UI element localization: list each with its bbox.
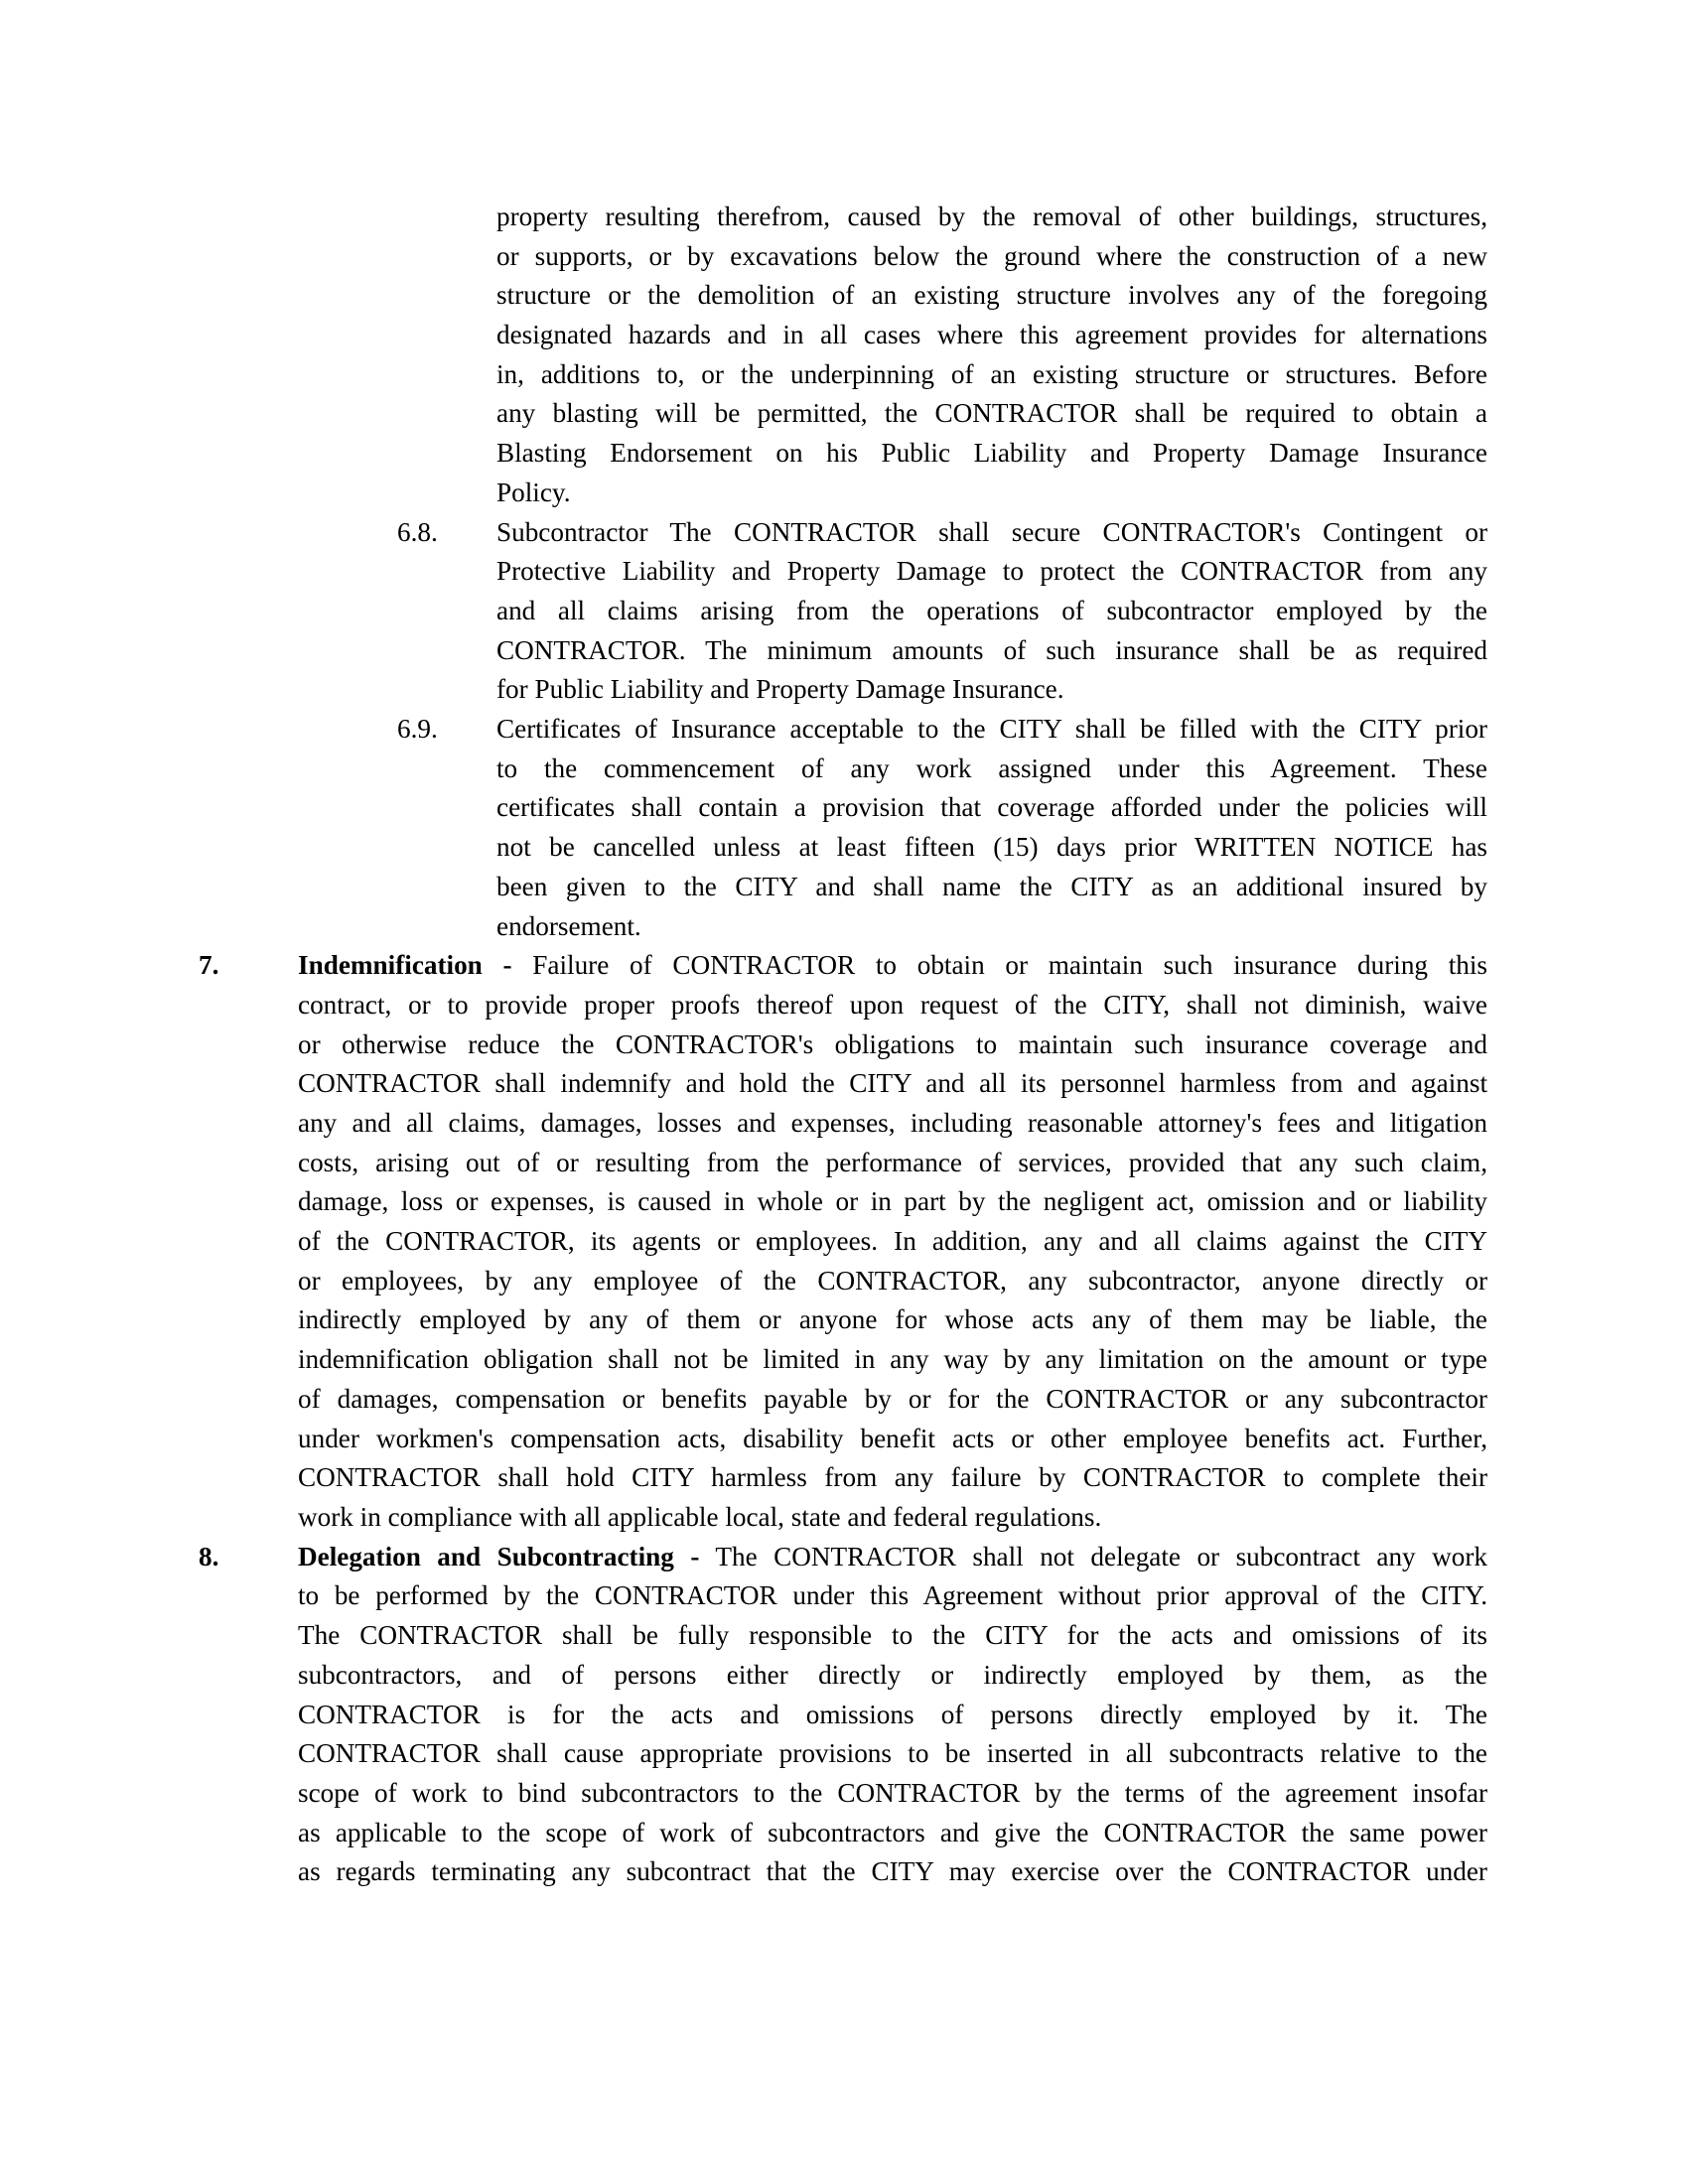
item-number-7: 7. <box>199 950 219 981</box>
text-line: CONTRACTOR shall indemnify and hold the CITY and all its personnel harmless from and against <box>298 1068 1487 1099</box>
continuation-paragraph <box>496 198 1487 513</box>
item-6-9-paragraph <box>496 710 1487 946</box>
text-line: costs, arising out of or resulting from the performance of services, provided that any such claim, <box>298 1147 1487 1177</box>
text-line: and all claims arising from the operations of subcontractor employed by the <box>496 595 1487 625</box>
text-line: CONTRACTOR. The minimum amounts of such insurance shall be as required <box>496 634 1487 665</box>
text-line: to the commencement of any work assigned under this Agreement. These <box>496 752 1487 783</box>
text-span: Failure of CONTRACTOR to obtain or maintain such insurance during this <box>511 950 1487 981</box>
text-line: or supports, or by excavations below the ground where the construction of a new <box>496 240 1487 271</box>
text-line <box>298 1538 1487 1577</box>
item-number-6-8: 6.8. <box>397 516 438 547</box>
text-line: any blasting will be permitted, the CONTRACTOR shall be required to obtain a <box>496 398 1487 429</box>
item-6-8-paragraph <box>496 513 1487 710</box>
text-line: or otherwise reduce the CONTRACTOR's obligations to maintain such insurance coverage and <box>298 1028 1487 1059</box>
text-line: work in compliance with all applicable local, state and federal regulations. <box>298 1501 1102 1532</box>
text-line: been given to the CITY and shall name the CITY as an additional insured by <box>496 871 1487 901</box>
text-line: in, additions to, or the underpinning of an existing structure or structures. Before <box>496 358 1487 389</box>
text-line: for Public Liability and Property Damage Insurance. <box>496 674 1064 705</box>
text-line: endorsement. <box>496 910 641 941</box>
text-line: as regards terminating any subcontract that the CITY may exercise over the CONTRACTOR under <box>298 1856 1487 1887</box>
item-number-8: 8. <box>199 1541 219 1571</box>
text-line: CONTRACTOR shall hold CITY harmless from any failure by CONTRACTOR to complete their <box>298 1462 1487 1493</box>
text-line: structure or the demolition of an existing structure involves any of the foregoing <box>496 280 1487 311</box>
text-line: indirectly employed by any of them or anyone for whose acts any of them may be liable, the <box>298 1304 1487 1335</box>
text-line: scope of work to bind subcontractors to the CONTRACTOR by the terms of the agreement insofar <box>298 1777 1487 1808</box>
text-line: The CONTRACTOR shall be fully responsible to the CITY for the acts and omissions of its <box>298 1620 1487 1651</box>
text-line: any and all claims, damages, losses and expenses, including reasonable attorney's fees and litigation <box>298 1108 1487 1139</box>
section-heading-delegation: Delegation and Subcontracting - <box>298 1541 700 1571</box>
text-line: of the CONTRACTOR, its agents or employees. In addition, any and all claims against the CITY <box>298 1226 1487 1257</box>
text-line: Blasting Endorsement on his Public Liability and Property Damage Insurance <box>496 438 1487 469</box>
text-line: property resulting therefrom, caused by the removal of other buildings, structures, <box>496 202 1487 231</box>
item-8-paragraph <box>298 1538 1487 1892</box>
text-line: Protective Liability and Property Damage to protect the CONTRACTOR from any <box>496 556 1487 587</box>
text-line: contract, or to provide proper proofs thereof upon request of the CITY, shall not diminish, waive <box>298 989 1487 1020</box>
text-line: CONTRACTOR shall cause appropriate provisions to be inserted in all subcontracts relative to the <box>298 1738 1487 1769</box>
text-line: under workmen's compensation acts, disability benefit acts or other employee benefits act. Further, <box>298 1423 1487 1453</box>
text-span: The CONTRACTOR shall not delegate or subcontract any work <box>699 1541 1487 1571</box>
text-line: designated hazards and in all cases where this agreement provides for alternations <box>496 320 1487 350</box>
text-line: not be cancelled unless at least fifteen (15) days prior WRITTEN NOTICE has <box>496 832 1487 863</box>
item-7-paragraph <box>298 946 1487 1537</box>
section-heading-indemnification: Indemnification - <box>298 950 512 981</box>
text-line: Certificates of Insurance acceptable to the CITY shall be filled with the CITY prior <box>496 714 1487 745</box>
text-line: CONTRACTOR is for the acts and omissions of persons directly employed by it. The <box>298 1699 1487 1729</box>
text-line: subcontractors, and of persons either directly or indirectly employed by them, as the <box>298 1659 1487 1690</box>
text-line: certificates shall contain a provision that coverage afforded under the policies will <box>496 792 1487 823</box>
text-line: Policy. <box>496 477 571 507</box>
text-line <box>298 946 1487 986</box>
text-line: to be performed by the CONTRACTOR under this Agreement without prior approval of the CITY. <box>298 1580 1487 1611</box>
text-line: or employees, by any employee of the CONTRACTOR, any subcontractor, anyone directly or <box>298 1265 1487 1296</box>
text-line: as applicable to the scope of work of subcontractors and give the CONTRACTOR the same power <box>298 1817 1487 1847</box>
text-line: indemnification obligation shall not be limited in any way by any limitation on the amount or type <box>298 1344 1487 1375</box>
item-number-6-9: 6.9. <box>397 714 438 745</box>
text-line: damage, loss or expenses, is caused in whole or in part by the negligent act, omission and or liability <box>298 1186 1487 1217</box>
text-line: of damages, compensation or benefits payable by or for the CONTRACTOR or any subcontractor <box>298 1383 1487 1414</box>
text-line: Subcontractor The CONTRACTOR shall secure CONTRACTOR's Contingent or <box>496 516 1487 547</box>
